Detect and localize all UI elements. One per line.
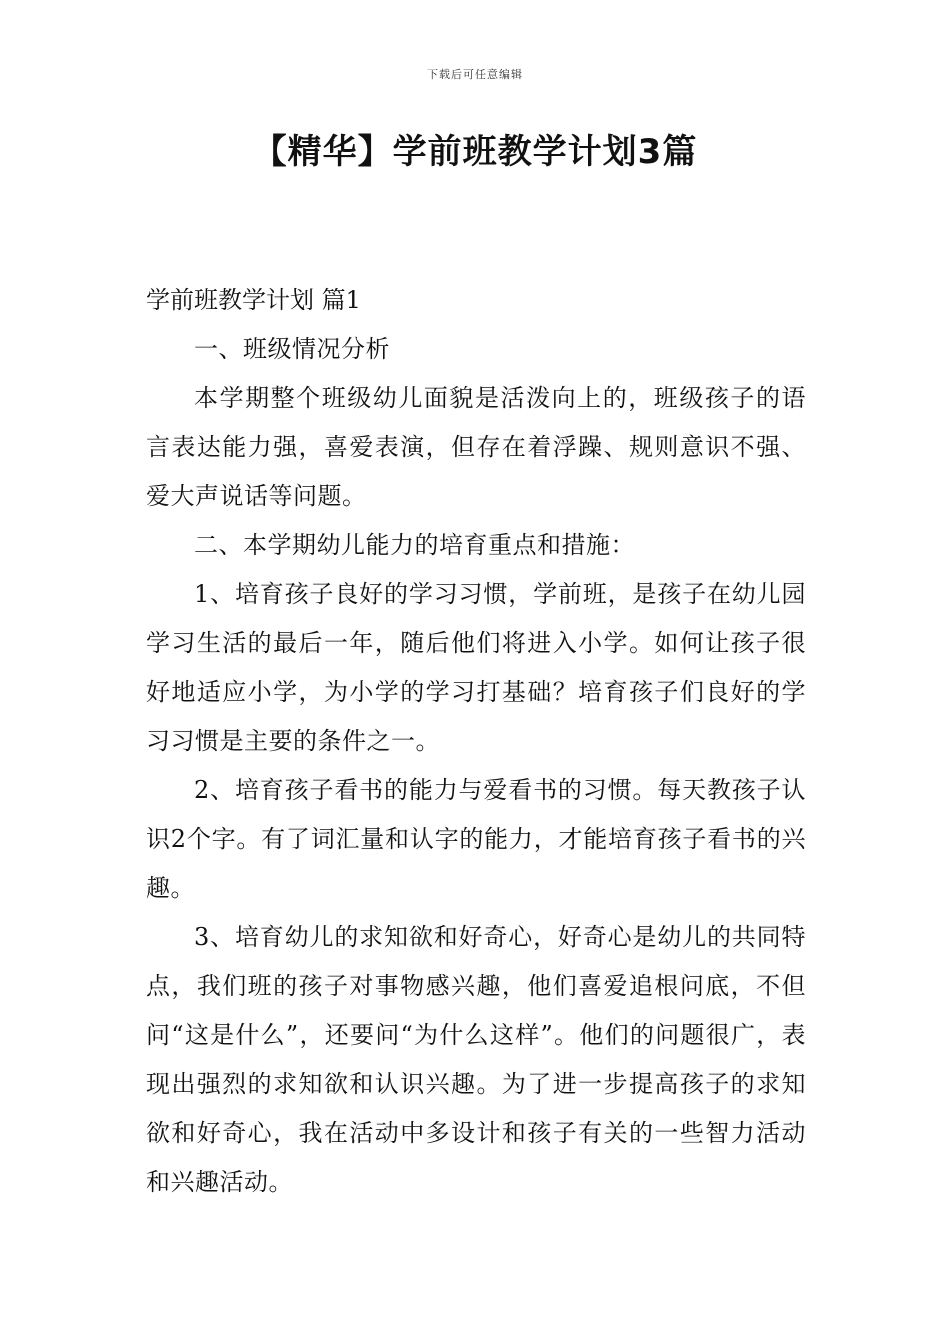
document-body bbox=[146, 276, 806, 1207]
document-title: 【精华】学前班教学计划3篇 bbox=[252, 132, 698, 172]
paragraph-focus-heading: 二、本学期幼儿能力的培育重点和措施： bbox=[194, 531, 635, 559]
paragraph-class-analysis: 本学期整个班级幼儿面貌是活泼向上的，班级孩子的语言表达能力强，喜爱表演，但存在着浮躁、规则意识不强、爱大声说话等问题。 bbox=[146, 384, 806, 510]
header-note: 下载后可任意编辑 bbox=[427, 68, 523, 81]
paragraph-item-1: 1、培育孩子良好的学习习惯，学前班，是孩子在幼儿园学习生活的最后一年，随后他们将进入小学。如何让孩子很好地适应小学，为小学的学习打基础？培育孩子们良好的学习习惯是主要的条件之一。 bbox=[146, 580, 806, 755]
paragraph-item-2: 2、培育孩子看书的能力与爱看书的习惯。每天教孩子认识2个字。有了词汇量和认字的能力，才能培育孩子看书的兴趣。 bbox=[146, 776, 806, 902]
paragraph-class-analysis-heading: 一、班级情况分析 bbox=[194, 335, 390, 363]
paragraph-item-3: 3、培育幼儿的求知欲和好奇心，好奇心是幼儿的共同特点，我们班的孩子对事物感兴趣，他们喜爱追根问底，不但问“这是什么”，还要问“为什么这样”。他们的问题很广，表现出强烈的求知欲和认识兴趣。为了进一步提高孩子的求知欲和好奇心，我在活动中多设计和孩子有关的一些智力活动和兴趣活动。 bbox=[146, 923, 806, 1196]
section-heading: 学前班教学计划 篇1 bbox=[146, 286, 361, 314]
